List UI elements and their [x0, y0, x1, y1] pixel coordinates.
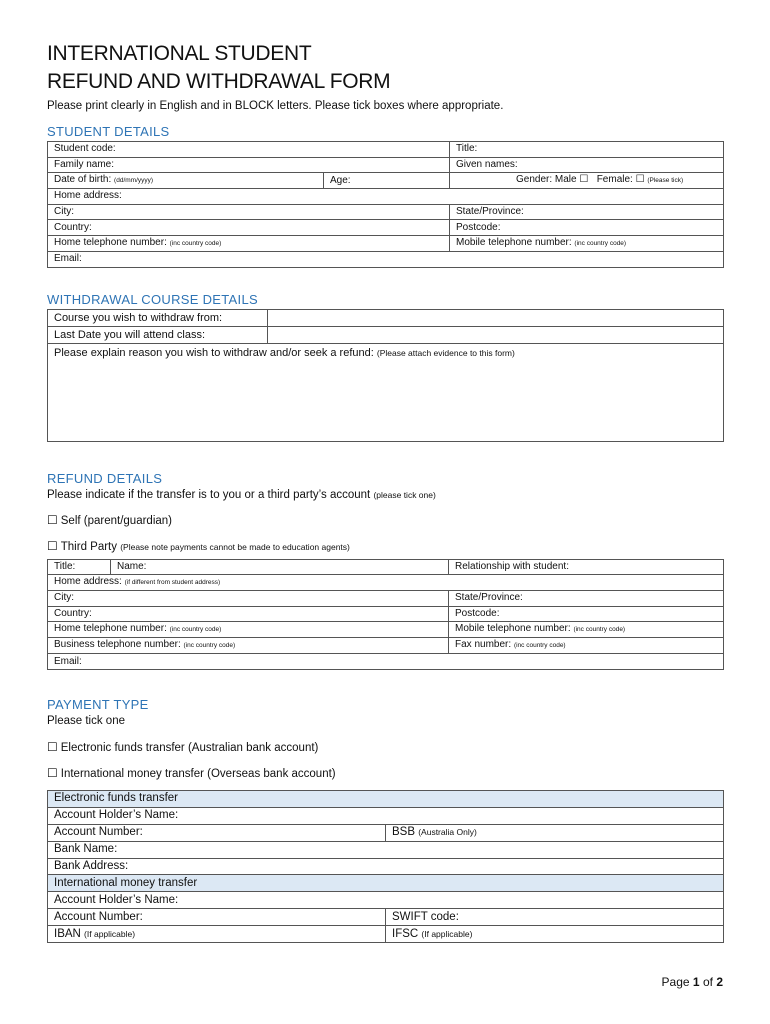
- refund-fax-field[interactable]: Fax number: (inc country code): [449, 638, 724, 654]
- title-line-2: REFUND AND WITHDRAWAL FORM: [47, 70, 391, 93]
- family-name-field[interactable]: Family name:: [48, 157, 450, 173]
- course-label: Course you wish to withdraw from:: [48, 309, 268, 326]
- last-date-label: Last Date you will attend class:: [48, 326, 268, 343]
- table-row: [48, 343, 724, 441]
- table-row: [48, 575, 724, 591]
- self-checkbox[interactable]: ☐: [47, 512, 58, 527]
- ifsc-field[interactable]: IFSC (If applicable): [386, 926, 724, 943]
- refund-country-field[interactable]: Country:: [48, 606, 449, 622]
- imt-account-number-field[interactable]: Account Number:: [48, 909, 386, 926]
- table-row: [48, 235, 724, 251]
- third-party-option[interactable]: ☐ Third Party (Please note payments cannot be made to education agents): [47, 538, 350, 553]
- total-pages: 2: [716, 975, 723, 989]
- refund-title-field[interactable]: Title:: [48, 559, 111, 575]
- table-row: [48, 892, 724, 909]
- student-details-table: [47, 141, 724, 268]
- table-row: [48, 157, 724, 173]
- reason-field[interactable]: Please explain reason you wish to withdraw and/or seek a refund: (Please attach evidence to this form): [48, 343, 724, 441]
- withdrawal-table: [47, 309, 724, 442]
- third-party-note: (Please note payments cannot be made to education agents): [120, 541, 350, 552]
- table-row: [48, 926, 724, 943]
- table-row: [48, 654, 724, 670]
- imt-checkbox[interactable]: ☐: [47, 765, 58, 780]
- gender-male-label: Gender: Male: [516, 174, 577, 186]
- refund-postcode-field[interactable]: Postcode:: [449, 606, 724, 622]
- eft-holder-field[interactable]: Account Holder’s Name:: [48, 807, 724, 824]
- intro-text: Please print clearly in English and in BLOCK letters. Please tick boxes where appropriate.: [47, 100, 504, 112]
- third-party-checkbox[interactable]: ☐: [47, 538, 58, 553]
- postcode-field[interactable]: Postcode:: [450, 220, 724, 236]
- table-row: [48, 189, 724, 205]
- current-page: 1: [692, 975, 700, 989]
- iban-field[interactable]: IBAN (If applicable): [48, 926, 386, 943]
- given-names-field[interactable]: Given names:: [450, 157, 724, 173]
- swift-field[interactable]: SWIFT code:: [386, 909, 724, 926]
- course-input[interactable]: [268, 309, 724, 326]
- withdrawal-heading: WITHDRAWAL COURSE DETAILS: [47, 291, 258, 307]
- table-row: [48, 326, 724, 343]
- table-row: [48, 220, 724, 236]
- table-row: [48, 309, 724, 326]
- mobile-phone-field[interactable]: Mobile telephone number: (inc country code): [450, 235, 724, 251]
- table-row: [48, 824, 724, 841]
- male-checkbox[interactable]: ☐: [579, 174, 589, 186]
- table-row: [48, 858, 724, 875]
- bank-name-field[interactable]: Bank Name:: [48, 841, 724, 858]
- student-code-field[interactable]: Student code:: [48, 142, 450, 158]
- refund-name-field[interactable]: Name:: [111, 559, 449, 575]
- title-line-1: INTERNATIONAL STUDENT: [47, 42, 312, 65]
- table-row: [48, 591, 724, 607]
- table-row: [48, 559, 724, 575]
- refund-table: [47, 559, 724, 670]
- home-address-field[interactable]: Home address:: [48, 189, 724, 205]
- refund-business-phone-field[interactable]: Business telephone number: (inc country code): [48, 638, 449, 654]
- gender-field: [450, 173, 724, 189]
- imt-holder-field[interactable]: Account Holder’s Name:: [48, 892, 724, 909]
- table-row: [48, 638, 724, 654]
- payment-heading: PAYMENT TYPE: [47, 696, 149, 712]
- payment-tick-one: Please tick one: [47, 714, 125, 727]
- table-row: [48, 204, 724, 220]
- table-row: [48, 807, 724, 824]
- female-checkbox[interactable]: ☐: [635, 174, 645, 186]
- refund-mobile-phone-field[interactable]: Mobile telephone number: (inc country code): [449, 622, 724, 638]
- reason-hint: (Please attach evidence to this form): [376, 347, 515, 358]
- page-number: Page 1 of 2: [661, 975, 723, 989]
- payment-table: [47, 790, 724, 943]
- last-date-input[interactable]: [268, 326, 724, 343]
- refund-city-field[interactable]: City:: [48, 591, 449, 607]
- table-row: [48, 142, 724, 158]
- bsb-field[interactable]: BSB (Australia Only): [386, 824, 724, 841]
- table-row: [48, 173, 724, 189]
- refund-indicate-text: Please indicate if the transfer is to you or a third party’s account (please tick one): [47, 488, 436, 501]
- bank-address-field[interactable]: Bank Address:: [48, 858, 724, 875]
- city-field[interactable]: City:: [48, 204, 450, 220]
- refund-state-field[interactable]: State/Province:: [449, 591, 724, 607]
- relationship-field[interactable]: Relationship with student:: [449, 559, 724, 575]
- title-field[interactable]: Title:: [450, 142, 724, 158]
- state-field[interactable]: State/Province:: [450, 204, 724, 220]
- imt-option[interactable]: ☐ International money transfer (Overseas bank account): [47, 765, 336, 780]
- refund-home-address-field[interactable]: Home address: (if different from student address): [48, 575, 724, 591]
- country-field[interactable]: Country:: [48, 220, 450, 236]
- refund-heading: REFUND DETAILS: [47, 470, 163, 486]
- gender-female-label: Female:: [596, 174, 633, 186]
- eft-account-number-field[interactable]: Account Number:: [48, 824, 386, 841]
- table-row: [48, 606, 724, 622]
- imt-section-header: International money transfer: [48, 875, 724, 892]
- age-field[interactable]: Age:: [324, 173, 450, 189]
- home-phone-field[interactable]: Home telephone number: (inc country code): [48, 235, 450, 251]
- dob-field[interactable]: Date of birth: (dd/mm/yyyy): [48, 173, 324, 189]
- dob-hint: (dd/mm/yyyy): [114, 177, 154, 185]
- table-row: [48, 622, 724, 638]
- table-row: [48, 790, 724, 807]
- email-field[interactable]: Email:: [48, 251, 724, 267]
- table-row: [48, 841, 724, 858]
- eft-section-header: Electronic funds transfer: [48, 790, 724, 807]
- table-row: [48, 875, 724, 892]
- refund-email-field[interactable]: Email:: [48, 654, 724, 670]
- please-tick-hint: (Please tick): [647, 177, 684, 185]
- refund-home-phone-field[interactable]: Home telephone number: (inc country code): [48, 622, 449, 638]
- self-option[interactable]: ☐ Self (parent/guardian): [47, 512, 172, 527]
- eft-checkbox[interactable]: ☐: [47, 739, 58, 754]
- table-row: [48, 251, 724, 267]
- eft-option[interactable]: ☐ Electronic funds transfer (Australian bank account): [47, 739, 319, 754]
- student-details-heading: STUDENT DETAILS: [47, 124, 170, 139]
- form-title: [47, 40, 723, 96]
- table-row: [48, 909, 724, 926]
- form-page: [47, 40, 723, 943]
